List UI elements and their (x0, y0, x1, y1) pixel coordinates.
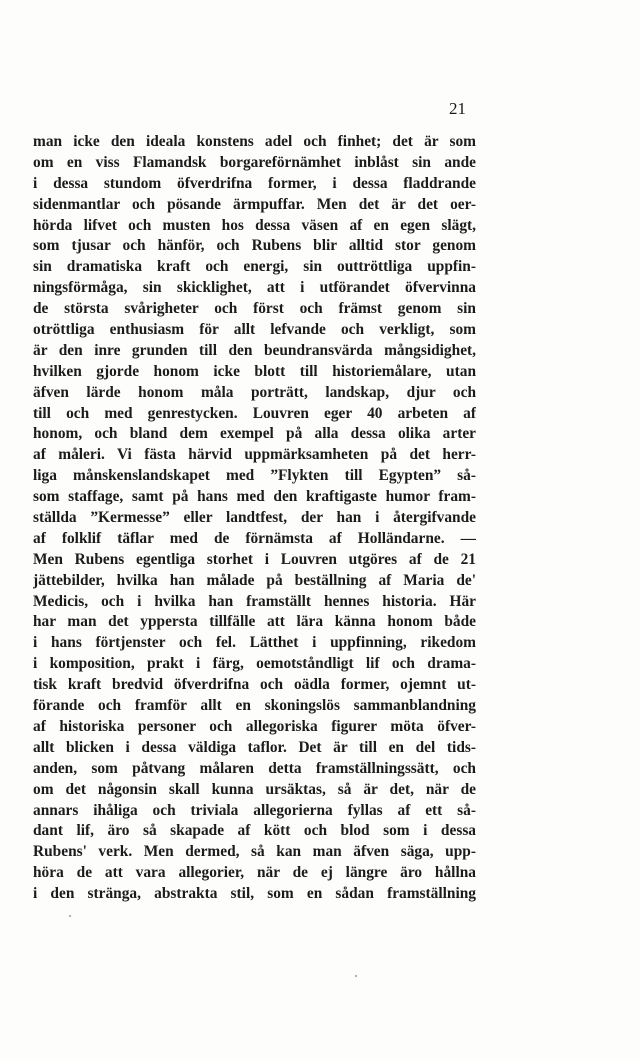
text-line: ställda ”Kermesse” eller landtfest, der han i återgifvande (33, 509, 476, 527)
text-line: sidenmantlar och pösande ärmpuffar. Men det är det oer- (33, 195, 476, 213)
text-line: dant lif, äro så skapade af kött och blod som i dessa (33, 822, 476, 840)
text-line: Rubens' verk. Men dermed, så kan man äfven säga, upp- (33, 843, 476, 861)
body-text (33, 132, 476, 905)
text-line: af måleri. Vi fästa härvid uppmärksamheten på det herr- (33, 446, 476, 464)
text-line: ningsförmåga, sin skicklighet, att i utförandet öfvervinna (33, 279, 476, 297)
text-line: liga månskenslandskapet med ”Flykten till Egypten” så- (33, 467, 476, 485)
text-line: annars ihåliga och triviala allegorierna fyllas af ett så- (33, 801, 476, 819)
text-line: äfven lärde honom måla porträtt, landskap, djur och (33, 383, 476, 401)
text-line: om en viss Flamandsk borgareförnämhet inblåst sin ande (33, 153, 476, 171)
text-line: som staffage, samt på hans med den kraftigaste humor fram- (33, 488, 476, 506)
text-line: allt blicken i dessa väldiga taflor. Det är till en del tids- (33, 738, 476, 756)
text-line: anden, som påtvang målaren detta framställningssätt, och (33, 759, 476, 777)
text-line: otröttliga enthusiasm för allt lefvande och verkligt, som (33, 321, 476, 339)
paper-speck (355, 975, 357, 977)
text-line: i hans förtjenster och fel. Lätthet i uppfinning, rikedom (33, 634, 476, 652)
text-line: i den stränga, abstrakta stil, som en sådan framställning (33, 885, 476, 903)
paper-speck (69, 915, 71, 917)
text-line: tisk kraft bredvid öfverdrifna och oädla former, ojemnt ut- (33, 676, 476, 694)
text-line: Men Rubens egentliga storhet i Louvren utgöres af de 21 (33, 550, 476, 568)
text-line: har man det yppersta tillfälle att lära känna honom både (33, 613, 476, 631)
text-line: sin dramatiska kraft och energi, sin outtröttliga uppfin- (33, 258, 476, 276)
text-line: jättebilder, hvilka han målade på beställning af Maria de' (33, 571, 476, 589)
text-line: honom, och bland dem exempel på alla dessa olika arter (33, 425, 476, 443)
text-line: höra de att vara allegorier, när de ej längre äro hållna (33, 864, 476, 882)
text-line: man icke den ideala konstens adel och finhet; det är som (33, 133, 476, 150)
text-line: de största svårigheter och först och främst genom sin (33, 300, 476, 318)
text-line: hörda lifvet och musten hos dessa väsen af en egen slägt, (33, 216, 476, 234)
text-line: Medicis, och i hvilka han framställt hennes historia. Här (33, 592, 476, 610)
text-line: hvilken gjorde honom icke blott till historiemålare, utan (33, 362, 476, 380)
text-line: om det någonsin skall kunna ursäktas, så är det, när de (33, 780, 476, 798)
text-line: af historiska personer och allegoriska figurer möta öfver- (33, 717, 476, 735)
page-number: 21 (449, 99, 466, 118)
text-line: förande och framför allt en skoningslös sammanblandning (33, 697, 476, 715)
text-line: i komposition, prakt i färg, oemotståndligt lif och drama- (33, 655, 476, 673)
text-line: är den inre grunden till den beundransvärda mångsidighet, (33, 341, 476, 359)
text-line: i dessa stundom öfverdrifna former, i dessa fladdrande (33, 174, 476, 192)
text-line: af folklif täflar med de förnämsta af Holländarne. — (33, 529, 476, 547)
text-line: till och med genrestycken. Louvren eger 40 arbeten af (33, 404, 476, 422)
text-line: som tjusar och hänför, och Rubens blir alltid stor genom (33, 237, 476, 255)
